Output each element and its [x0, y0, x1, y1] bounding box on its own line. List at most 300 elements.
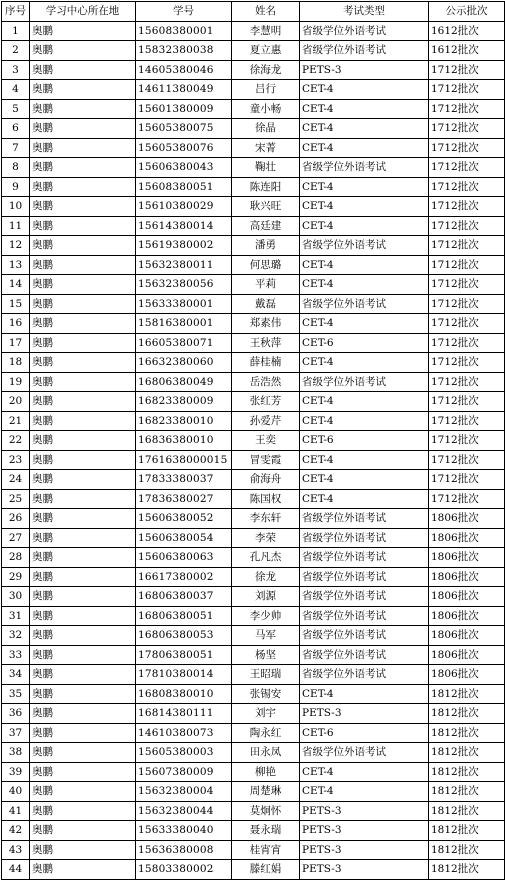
cell-name: 周楚琳	[232, 782, 300, 802]
cell-batch: 1806批次	[429, 665, 505, 685]
table-row	[2, 275, 505, 295]
cell-study-center: 奥鹏	[30, 119, 136, 139]
cell-name: 刘源	[232, 587, 300, 607]
cell-name: 李慧明	[232, 21, 300, 41]
cell-batch: 1712批次	[429, 236, 505, 256]
cell-study-center: 奥鹏	[30, 275, 136, 295]
cell-exam-type: CET-4	[300, 411, 429, 431]
cell-study-center: 奥鹏	[30, 860, 136, 880]
table-row	[2, 723, 505, 743]
table-row	[2, 567, 505, 587]
cell-index: 26	[2, 509, 30, 529]
cell-index: 40	[2, 782, 30, 802]
cell-index: 25	[2, 489, 30, 509]
cell-student-id: 16806380049	[136, 372, 232, 392]
cell-index: 7	[2, 138, 30, 158]
cell-student-id: 15605380075	[136, 119, 232, 139]
cell-exam-type: 省级学位外语考试	[300, 21, 429, 41]
cell-study-center: 奥鹏	[30, 645, 136, 665]
cell-study-center: 奥鹏	[30, 41, 136, 61]
table-body	[2, 21, 505, 879]
cell-name: 童小畅	[232, 99, 300, 119]
cell-index: 4	[2, 80, 30, 100]
cell-exam-type: 省级学位外语考试	[300, 606, 429, 626]
table-row	[2, 450, 505, 470]
cell-name: 陈国权	[232, 489, 300, 509]
cell-student-id: 16632380060	[136, 353, 232, 373]
cell-student-id: 15610380029	[136, 197, 232, 217]
cell-exam-type: 省级学位外语考试	[300, 587, 429, 607]
cell-exam-type: CET-4	[300, 80, 429, 100]
cell-exam-type: CET-4	[300, 450, 429, 470]
cell-exam-type: 省级学位外语考试	[300, 548, 429, 568]
cell-study-center: 奥鹏	[30, 392, 136, 412]
cell-batch: 1806批次	[429, 645, 505, 665]
cell-student-id: 16806380051	[136, 606, 232, 626]
table-row	[2, 470, 505, 490]
table-row	[2, 138, 505, 158]
cell-student-id: 16617380002	[136, 567, 232, 587]
cell-batch: 1712批次	[429, 80, 505, 100]
cell-exam-type: CET-4	[300, 489, 429, 509]
cell-index: 8	[2, 158, 30, 178]
cell-index: 29	[2, 567, 30, 587]
cell-name: 戴磊	[232, 294, 300, 314]
cell-name: 陶永红	[232, 723, 300, 743]
cell-study-center: 奥鹏	[30, 762, 136, 782]
table-row	[2, 684, 505, 704]
cell-batch: 1812批次	[429, 840, 505, 860]
cell-study-center: 奥鹏	[30, 60, 136, 80]
cell-name: 潘勇	[232, 236, 300, 256]
table-row	[2, 587, 505, 607]
cell-batch: 1806批次	[429, 548, 505, 568]
cell-study-center: 奥鹏	[30, 333, 136, 353]
cell-student-id: 15632380004	[136, 782, 232, 802]
table-row	[2, 431, 505, 451]
cell-index: 35	[2, 684, 30, 704]
cell-exam-type: 省级学位外语考试	[300, 236, 429, 256]
cell-name: 王奕	[232, 431, 300, 451]
cell-name: 滕红娟	[232, 860, 300, 880]
cell-batch: 1712批次	[429, 60, 505, 80]
cell-student-id: 14605380046	[136, 60, 232, 80]
table-row	[2, 704, 505, 724]
table-row	[2, 216, 505, 236]
cell-exam-type: CET-4	[300, 255, 429, 275]
cell-exam-type: CET-6	[300, 723, 429, 743]
cell-exam-type: CET-4	[300, 782, 429, 802]
cell-study-center: 奥鹏	[30, 587, 136, 607]
cell-batch: 1806批次	[429, 626, 505, 646]
cell-exam-type: PETS-3	[300, 704, 429, 724]
cell-batch: 1712批次	[429, 138, 505, 158]
cell-batch: 1806批次	[429, 587, 505, 607]
cell-index: 17	[2, 333, 30, 353]
cell-index: 13	[2, 255, 30, 275]
table-row	[2, 60, 505, 80]
cell-study-center: 奥鹏	[30, 216, 136, 236]
cell-exam-type: CET-4	[300, 353, 429, 373]
table-row	[2, 489, 505, 509]
table-header	[2, 2, 505, 22]
cell-study-center: 奥鹏	[30, 470, 136, 490]
cell-name: 宋菁	[232, 138, 300, 158]
cell-student-id: 17810380014	[136, 665, 232, 685]
cell-index: 21	[2, 411, 30, 431]
cell-study-center: 奥鹏	[30, 197, 136, 217]
cell-name: 田永凤	[232, 743, 300, 763]
cell-batch: 1812批次	[429, 762, 505, 782]
cell-study-center: 奥鹏	[30, 548, 136, 568]
table-row	[2, 645, 505, 665]
cell-name: 李荣	[232, 528, 300, 548]
cell-exam-type: CET-4	[300, 138, 429, 158]
cell-batch: 1712批次	[429, 470, 505, 490]
cell-name: 薛桂楠	[232, 353, 300, 373]
table-row	[2, 80, 505, 100]
cell-batch: 1806批次	[429, 606, 505, 626]
cell-batch: 1806批次	[429, 567, 505, 587]
cell-name: 孙爱芹	[232, 411, 300, 431]
cell-batch: 1712批次	[429, 99, 505, 119]
cell-student-id: 16806380053	[136, 626, 232, 646]
cell-student-id: 14610380073	[136, 723, 232, 743]
cell-student-id: 17806380051	[136, 645, 232, 665]
cell-student-id: 16823380009	[136, 392, 232, 412]
cell-study-center: 奥鹏	[30, 606, 136, 626]
cell-name: 郑素伟	[232, 314, 300, 334]
table-row	[2, 762, 505, 782]
cell-batch: 1712批次	[429, 431, 505, 451]
cell-student-id: 14611380049	[136, 80, 232, 100]
cell-student-id: 15803380002	[136, 860, 232, 880]
cell-name: 桂宵宵	[232, 840, 300, 860]
cell-name: 岳浩然	[232, 372, 300, 392]
cell-index: 23	[2, 450, 30, 470]
cell-index: 42	[2, 821, 30, 841]
table-row	[2, 158, 505, 178]
cell-student-id: 16808380010	[136, 684, 232, 704]
cell-student-id: 15605380003	[136, 743, 232, 763]
cell-study-center: 奥鹏	[30, 528, 136, 548]
cell-exam-type: PETS-3	[300, 840, 429, 860]
cell-index: 24	[2, 470, 30, 490]
cell-name: 徐龙	[232, 567, 300, 587]
cell-index: 15	[2, 294, 30, 314]
cell-name: 王秋萍	[232, 333, 300, 353]
cell-name: 鞠壮	[232, 158, 300, 178]
header-study-center: 学习中心所在地	[30, 2, 136, 22]
cell-study-center: 奥鹏	[30, 489, 136, 509]
cell-student-id: 15816380001	[136, 314, 232, 334]
cell-index: 12	[2, 236, 30, 256]
table-row	[2, 314, 505, 334]
cell-exam-type: CET-4	[300, 99, 429, 119]
cell-index: 11	[2, 216, 30, 236]
cell-batch: 1806批次	[429, 528, 505, 548]
cell-study-center: 奥鹏	[30, 158, 136, 178]
student-exam-table	[1, 1, 505, 880]
cell-index: 30	[2, 587, 30, 607]
cell-name: 平莉	[232, 275, 300, 295]
cell-student-id: 15633380040	[136, 821, 232, 841]
cell-batch: 1612批次	[429, 21, 505, 41]
cell-exam-type: CET-4	[300, 275, 429, 295]
cell-study-center: 奥鹏	[30, 431, 136, 451]
cell-student-id: 15614380014	[136, 216, 232, 236]
cell-batch: 1812批次	[429, 801, 505, 821]
cell-student-id: 15605380076	[136, 138, 232, 158]
cell-student-id: 17836380027	[136, 489, 232, 509]
cell-batch: 1812批次	[429, 723, 505, 743]
cell-batch: 1812批次	[429, 684, 505, 704]
cell-index: 19	[2, 372, 30, 392]
cell-exam-type: 省级学位外语考试	[300, 372, 429, 392]
cell-exam-type: 省级学位外语考试	[300, 294, 429, 314]
cell-index: 27	[2, 528, 30, 548]
cell-batch: 1712批次	[429, 294, 505, 314]
cell-exam-type: CET-6	[300, 431, 429, 451]
cell-name: 聂永瑞	[232, 821, 300, 841]
cell-index: 5	[2, 99, 30, 119]
cell-index: 2	[2, 41, 30, 61]
cell-student-id: 15632380011	[136, 255, 232, 275]
cell-student-id: 16806380037	[136, 587, 232, 607]
cell-exam-type: CET-4	[300, 197, 429, 217]
cell-name: 李少帅	[232, 606, 300, 626]
header-exam-type: 考试类型	[300, 2, 429, 22]
cell-batch: 1812批次	[429, 860, 505, 880]
cell-index: 16	[2, 314, 30, 334]
cell-student-id: 16836380010	[136, 431, 232, 451]
table-row	[2, 41, 505, 61]
cell-exam-type: 省级学位外语考试	[300, 528, 429, 548]
cell-batch: 1712批次	[429, 372, 505, 392]
cell-student-id: 16605380071	[136, 333, 232, 353]
cell-batch: 1712批次	[429, 158, 505, 178]
cell-name: 吕行	[232, 80, 300, 100]
cell-name: 俞海舟	[232, 470, 300, 490]
cell-batch: 1712批次	[429, 489, 505, 509]
cell-student-id: 16823380010	[136, 411, 232, 431]
cell-exam-type: CET-4	[300, 470, 429, 490]
cell-study-center: 奥鹏	[30, 372, 136, 392]
table-row	[2, 528, 505, 548]
cell-exam-type: PETS-3	[300, 60, 429, 80]
cell-exam-type: 省级学位外语考试	[300, 41, 429, 61]
cell-batch: 1812批次	[429, 743, 505, 763]
cell-exam-type: 省级学位外语考试	[300, 626, 429, 646]
cell-batch: 1712批次	[429, 177, 505, 197]
cell-name: 夏立惠	[232, 41, 300, 61]
cell-student-id: 15636380008	[136, 840, 232, 860]
cell-index: 31	[2, 606, 30, 626]
table-row	[2, 294, 505, 314]
table-row	[2, 821, 505, 841]
cell-student-id: 15606380043	[136, 158, 232, 178]
cell-study-center: 奥鹏	[30, 684, 136, 704]
cell-index: 38	[2, 743, 30, 763]
cell-study-center: 奥鹏	[30, 411, 136, 431]
cell-index: 41	[2, 801, 30, 821]
table-row	[2, 801, 505, 821]
header-index: 序号	[2, 2, 30, 22]
cell-batch: 1712批次	[429, 197, 505, 217]
cell-student-id: 15607380009	[136, 762, 232, 782]
header-batch: 公示批次	[429, 2, 505, 22]
cell-student-id: 1761638000015	[136, 450, 232, 470]
cell-name: 刘宇	[232, 704, 300, 724]
table-row	[2, 411, 505, 431]
cell-study-center: 奥鹏	[30, 236, 136, 256]
cell-exam-type: 省级学位外语考试	[300, 509, 429, 529]
cell-batch: 1812批次	[429, 782, 505, 802]
cell-batch: 1712批次	[429, 216, 505, 236]
cell-name: 张锡安	[232, 684, 300, 704]
table-row	[2, 372, 505, 392]
cell-study-center: 奥鹏	[30, 723, 136, 743]
cell-study-center: 奥鹏	[30, 177, 136, 197]
cell-index: 10	[2, 197, 30, 217]
header-row	[2, 2, 505, 22]
cell-study-center: 奥鹏	[30, 353, 136, 373]
cell-student-id: 15632380056	[136, 275, 232, 295]
cell-exam-type: 省级学位外语考试	[300, 645, 429, 665]
cell-index: 6	[2, 119, 30, 139]
cell-name: 陈连阳	[232, 177, 300, 197]
cell-exam-type: CET-4	[300, 177, 429, 197]
cell-study-center: 奥鹏	[30, 801, 136, 821]
cell-batch: 1712批次	[429, 255, 505, 275]
cell-exam-type: 省级学位外语考试	[300, 158, 429, 178]
table-row	[2, 782, 505, 802]
table-row	[2, 665, 505, 685]
table-row	[2, 177, 505, 197]
cell-name: 冒雯霞	[232, 450, 300, 470]
table-row	[2, 236, 505, 256]
table-row	[2, 743, 505, 763]
cell-batch: 1712批次	[429, 333, 505, 353]
cell-student-id: 15601380009	[136, 99, 232, 119]
cell-exam-type: 省级学位外语考试	[300, 743, 429, 763]
cell-study-center: 奥鹏	[30, 314, 136, 334]
cell-study-center: 奥鹏	[30, 743, 136, 763]
cell-name: 李东轩	[232, 509, 300, 529]
cell-index: 9	[2, 177, 30, 197]
cell-name: 马军	[232, 626, 300, 646]
table-row	[2, 392, 505, 412]
cell-batch: 1812批次	[429, 704, 505, 724]
cell-exam-type: CET-4	[300, 216, 429, 236]
table-row	[2, 606, 505, 626]
cell-exam-type: CET-4	[300, 762, 429, 782]
cell-index: 18	[2, 353, 30, 373]
cell-index: 28	[2, 548, 30, 568]
cell-study-center: 奥鹏	[30, 665, 136, 685]
cell-batch: 1712批次	[429, 450, 505, 470]
cell-student-id: 15832380038	[136, 41, 232, 61]
cell-name: 何思璐	[232, 255, 300, 275]
cell-student-id: 15619380002	[136, 236, 232, 256]
cell-student-id: 17833380037	[136, 470, 232, 490]
cell-name: 徐晶	[232, 119, 300, 139]
cell-batch: 1712批次	[429, 119, 505, 139]
cell-batch: 1712批次	[429, 411, 505, 431]
cell-name: 徐海龙	[232, 60, 300, 80]
table-row	[2, 860, 505, 880]
table-row	[2, 548, 505, 568]
cell-name: 耿兴旺	[232, 197, 300, 217]
cell-exam-type: CET-4	[300, 392, 429, 412]
cell-student-id: 15633380001	[136, 294, 232, 314]
cell-study-center: 奥鹏	[30, 821, 136, 841]
cell-index: 32	[2, 626, 30, 646]
table-row	[2, 626, 505, 646]
cell-exam-type: 省级学位外语考试	[300, 567, 429, 587]
cell-student-id: 15632380044	[136, 801, 232, 821]
table-row	[2, 333, 505, 353]
cell-exam-type: CET-6	[300, 333, 429, 353]
table-row	[2, 197, 505, 217]
table-row	[2, 509, 505, 529]
cell-index: 22	[2, 431, 30, 451]
cell-study-center: 奥鹏	[30, 450, 136, 470]
header-name: 姓名	[232, 2, 300, 22]
cell-name: 孔凡杰	[232, 548, 300, 568]
cell-index: 34	[2, 665, 30, 685]
cell-exam-type: PETS-3	[300, 821, 429, 841]
cell-study-center: 奥鹏	[30, 840, 136, 860]
cell-study-center: 奥鹏	[30, 704, 136, 724]
cell-batch: 1712批次	[429, 353, 505, 373]
cell-exam-type: CET-4	[300, 119, 429, 139]
cell-student-id: 15606380054	[136, 528, 232, 548]
cell-study-center: 奥鹏	[30, 509, 136, 529]
cell-batch: 1712批次	[429, 314, 505, 334]
cell-name: 莫炯怀	[232, 801, 300, 821]
cell-index: 39	[2, 762, 30, 782]
cell-student-id: 16814380111	[136, 704, 232, 724]
cell-batch: 1712批次	[429, 392, 505, 412]
cell-index: 20	[2, 392, 30, 412]
cell-study-center: 奥鹏	[30, 294, 136, 314]
cell-index: 36	[2, 704, 30, 724]
cell-name: 高廷建	[232, 216, 300, 236]
cell-name: 张红芳	[232, 392, 300, 412]
cell-exam-type: CET-4	[300, 314, 429, 334]
cell-name: 王昭瑞	[232, 665, 300, 685]
cell-batch: 1806批次	[429, 509, 505, 529]
cell-batch: 1712批次	[429, 275, 505, 295]
cell-index: 43	[2, 840, 30, 860]
table-row	[2, 119, 505, 139]
cell-study-center: 奥鹏	[30, 80, 136, 100]
cell-study-center: 奥鹏	[30, 255, 136, 275]
table-row	[2, 21, 505, 41]
cell-study-center: 奥鹏	[30, 99, 136, 119]
cell-exam-type: PETS-3	[300, 801, 429, 821]
table-row	[2, 353, 505, 373]
cell-name: 杨坚	[232, 645, 300, 665]
table-row	[2, 255, 505, 275]
cell-index: 44	[2, 860, 30, 880]
table-row	[2, 840, 505, 860]
cell-study-center: 奥鹏	[30, 626, 136, 646]
cell-study-center: 奥鹏	[30, 21, 136, 41]
cell-student-id: 15608380051	[136, 177, 232, 197]
cell-index: 33	[2, 645, 30, 665]
